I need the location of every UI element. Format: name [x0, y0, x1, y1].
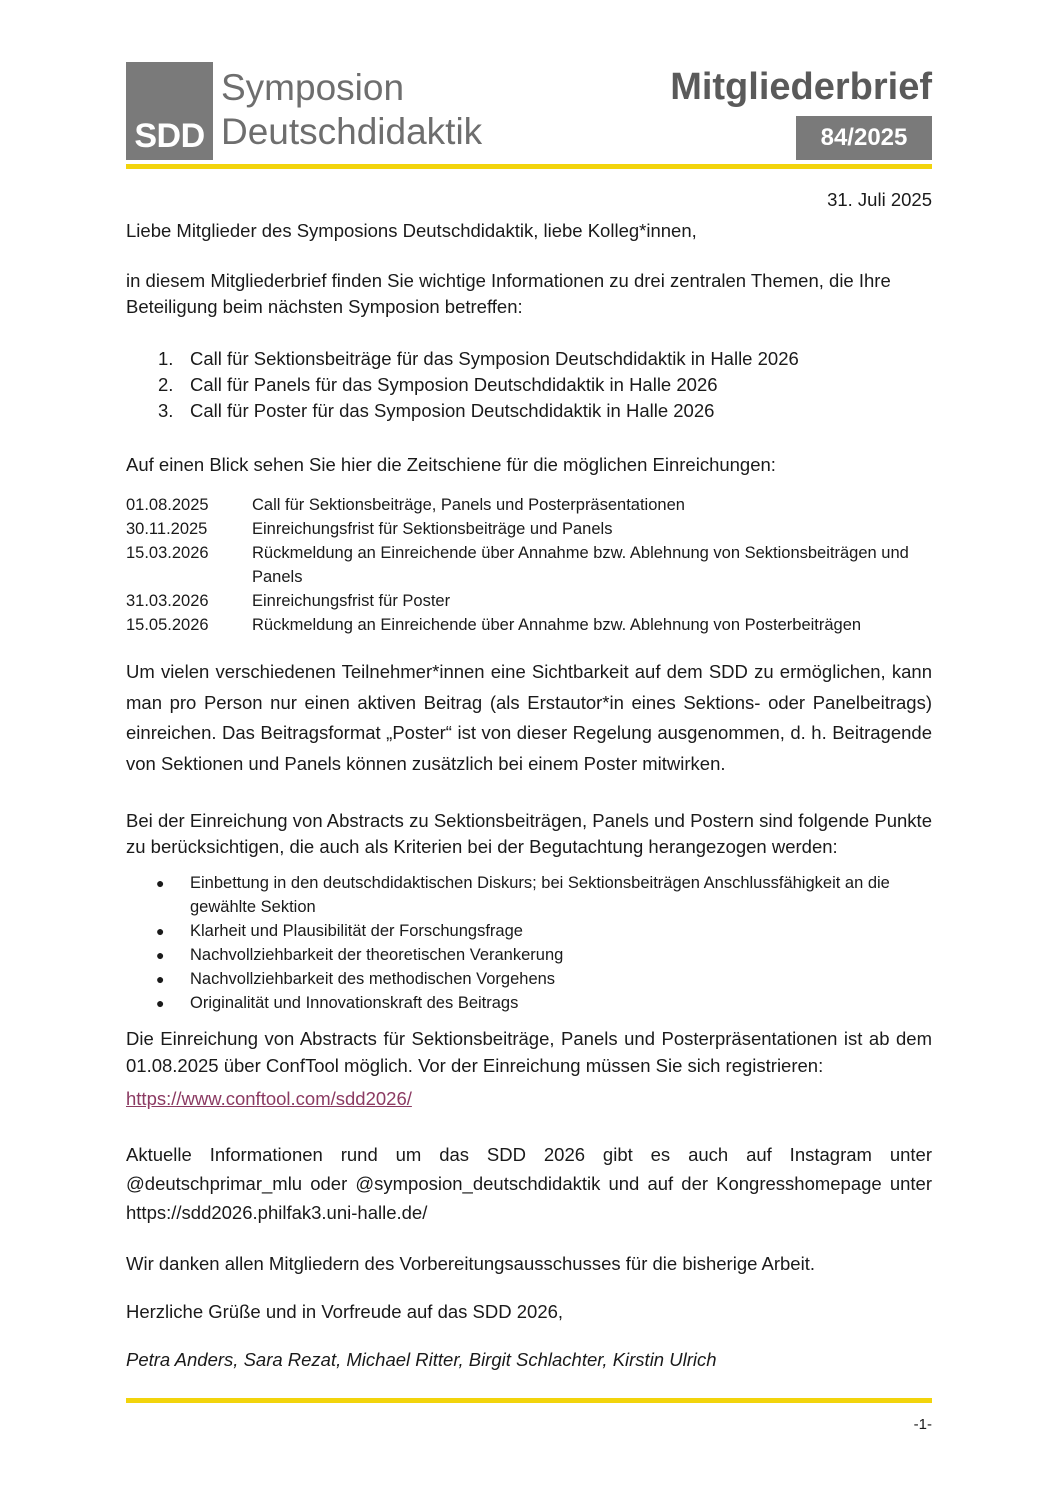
timeline-event: Einreichungsfrist für Poster — [252, 592, 451, 610]
list-item: ● Klarheit und Plausibilität der Forschungsfrage — [156, 919, 932, 943]
logo-line-1: Symposion — [221, 67, 405, 108]
page-number: -1- — [913, 1416, 932, 1433]
bullet-icon: ● — [156, 875, 165, 891]
submission-paragraph: Die Einreichung von Abstracts für Sektionsbeiträge, Panels und Posterpräsentationen ist ab dem 01.08.2025 über ConfTool möglich. Vor der Einreichung müssen Sie sich registrieren: — [126, 1028, 932, 1076]
table-row — [126, 517, 932, 541]
timeline-date: 15.05.2026 — [126, 616, 209, 634]
sdd-logo — [126, 62, 482, 160]
list-item: ● Nachvollziehbarkeit der theoretischen Verankerung — [156, 943, 932, 967]
bullet-icon: ● — [156, 971, 165, 987]
timeline-event: Rückmeldung an Einreichende über Annahme bzw. Ablehnung von Posterbeiträgen — [252, 616, 862, 634]
footer-divider — [126, 1398, 932, 1403]
letter-date: 31. Juli 2025 — [827, 189, 932, 210]
timeline-date: 01.08.2025 — [126, 496, 209, 514]
logo-line-2: Deutschdidaktik — [221, 111, 483, 152]
criteria-list — [156, 871, 932, 1015]
participation-rule-paragraph: Um vielen verschiedenen Teilnehmer*innen eine Sichtbarkeit auf dem SDD zu ermöglichen, kann man pro Person nur einen aktiven Beitrag (als Erstautor*in eines Sektions- oder Panelbeitrags) einreichen. Das Beitragsformat „Poster“ ist von dieser Regelung ausgenommen, d. h. Beitragende von Sektionen und Panels können zusätzlich bei einem Poster mitwirken. — [126, 661, 932, 774]
topics-list — [158, 346, 799, 424]
list-item: 3. Call für Poster für das Symposion Deutschdidaktik in Halle 2026 — [158, 400, 715, 421]
timeline-intro: Auf einen Blick sehen Sie hier die Zeitschiene für die möglichen Einreichungen: — [126, 454, 776, 475]
signers: Petra Anders, Sara Rezat, Michael Ritter, Birgit Schlachter, Kirstin Ulrich — [126, 1349, 717, 1370]
timeline-date: 31.03.2026 — [126, 592, 209, 610]
timeline-event: Rückmeldung an Einreichende über Annahme bzw. Ablehnung von Sektionsbeiträgen und Panels — [252, 544, 909, 586]
greeting: Liebe Mitglieder des Symposions Deutschdidaktik, liebe Kolleg*innen, — [126, 220, 697, 241]
criteria-intro: Bei der Einreichung von Abstracts zu Sektionsbeiträgen, Panels und Postern sind folgende Punkte zu berücksichtigen, die auch als Kriterien bei der Begutachtung herangezogen werden: — [126, 810, 932, 857]
thanks-paragraph: Wir danken allen Mitgliedern des Vorbereitungsausschusses für die bisherige Arbeit. — [126, 1253, 815, 1274]
list-item: 1. Call für Sektionsbeiträge für das Symposion Deutschdidaktik in Halle 2026 — [158, 348, 799, 369]
timeline-event: Call für Sektionsbeiträge, Panels und Posterpräsentationen — [252, 496, 685, 514]
bullet-icon: ● — [156, 923, 165, 939]
list-item: 2. Call für Panels für das Symposion Deutschdidaktik in Halle 2026 — [158, 374, 718, 395]
header-divider — [126, 164, 932, 169]
table-row — [126, 493, 932, 517]
bullet-icon: ● — [156, 947, 165, 963]
list-item: ● Einbettung in den deutschdidaktischen Diskurs; bei Sektionsbeiträgen Anschlussfähigkeit an die gewählte Sektion — [156, 871, 932, 919]
logo-gray-block — [126, 62, 213, 160]
logo-wordmark — [221, 62, 482, 160]
timeline-date: 30.11.2025 — [126, 520, 208, 538]
timeline-event: Einreichungsfrist für Sektionsbeiträge und Panels — [252, 520, 613, 538]
bullet-icon: ● — [156, 995, 165, 1011]
table-row — [126, 613, 932, 637]
list-item: ● Originalität und Innovationskraft des Beitrags — [156, 991, 932, 1015]
table-row — [126, 589, 932, 613]
document-title: Mitgliederbrief — [670, 66, 932, 108]
logo-abbreviation: SDD — [134, 117, 205, 155]
intro-paragraph: in diesem Mitgliederbrief finden Sie wichtige Informationen zu drei zentralen Themen, die Ihre Beteiligung beim nächsten Symposion betreffen: — [126, 270, 891, 317]
timeline-table — [126, 493, 932, 637]
timeline-date: 15.03.2026 — [126, 544, 209, 562]
conftool-link[interactable]: https://www.conftool.com/sdd2026/ — [126, 1088, 412, 1109]
table-row — [126, 541, 932, 589]
closing-line: Herzliche Grüße und in Vorfreude auf das SDD 2026, — [126, 1301, 564, 1322]
instagram-paragraph: Aktuelle Informationen rund um das SDD 2026 gibt es auch auf Instagram unter @deutschprimar_mlu oder @symposion_deutschdidaktik und auf der Kongresshomepage unter https://sdd2026.philfak3.uni-halle.de/ — [126, 1144, 932, 1223]
list-item: ● Nachvollziehbarkeit des methodischen Vorgehens — [156, 967, 932, 991]
issue-number-badge: 84/2025 — [796, 116, 932, 160]
